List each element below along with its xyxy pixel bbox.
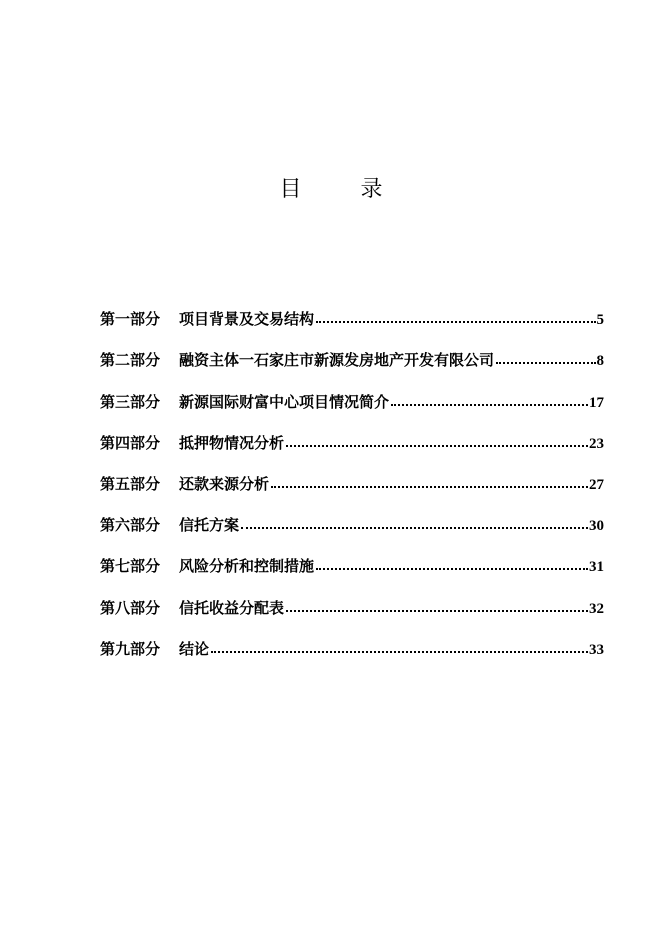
toc-entry[interactable]: [100, 453, 604, 494]
toc-part-label: 第四部分: [100, 433, 161, 452]
toc-page-number: 32: [589, 600, 604, 617]
toc-heading: 项目背景及交易结构: [179, 310, 315, 329]
toc-part-label: 第八部分: [100, 598, 161, 617]
toc-dot-leader: [271, 473, 588, 491]
page-title: 目 录: [279, 177, 409, 202]
toc-page-number: 8: [596, 353, 604, 370]
toc-heading: 结论: [179, 639, 210, 658]
toc-entry[interactable]: [100, 412, 604, 453]
toc-entry[interactable]: [100, 535, 604, 576]
toc-dot-leader: [211, 638, 588, 656]
toc-entry[interactable]: [100, 329, 604, 370]
toc-dot-leader: [391, 391, 588, 409]
toc-entry[interactable]: [100, 576, 604, 617]
toc-entry[interactable]: [100, 288, 604, 329]
toc-page-number: 30: [589, 518, 604, 535]
toc-entry[interactable]: [100, 494, 604, 535]
toc-dot-leader: [241, 514, 588, 532]
toc-entry[interactable]: [100, 618, 604, 659]
toc-dot-leader: [286, 597, 588, 615]
toc-part-label: 第三部分: [100, 392, 161, 411]
toc-part-label: 第二部分: [100, 351, 161, 370]
toc-heading: 新源国际财富中心项目情况简介: [179, 392, 390, 411]
table-of-contents: [100, 288, 604, 659]
toc-part-label: 第六部分: [100, 516, 161, 535]
toc-heading: 风险分析和控制措施: [179, 557, 315, 576]
toc-heading: 信托收益分配表: [179, 598, 285, 617]
toc-dot-leader: [496, 349, 595, 367]
toc-heading: 还款来源分析: [179, 474, 270, 493]
toc-page-number: 23: [589, 435, 604, 452]
toc-heading: 抵押物情况分析: [179, 433, 285, 452]
toc-dot-leader: [316, 308, 595, 326]
toc-dot-leader: [316, 555, 588, 573]
toc-dot-leader: [286, 432, 588, 450]
toc-part-label: 第九部分: [100, 639, 161, 658]
toc-heading: 融资主体一石家庄市新源发房地产开发有限公司: [179, 351, 495, 370]
toc-page-number: 33: [589, 641, 604, 658]
toc-part-label: 第七部分: [100, 557, 161, 576]
toc-page-number: 17: [589, 394, 604, 411]
toc-entry[interactable]: [100, 370, 604, 411]
toc-heading: 信托方案: [179, 516, 240, 535]
toc-page-number: 27: [589, 476, 604, 493]
toc-part-label: 第一部分: [100, 310, 161, 329]
toc-part-label: 第五部分: [100, 474, 161, 493]
toc-page-number: 5: [596, 312, 604, 329]
toc-page-number: 31: [589, 559, 604, 576]
